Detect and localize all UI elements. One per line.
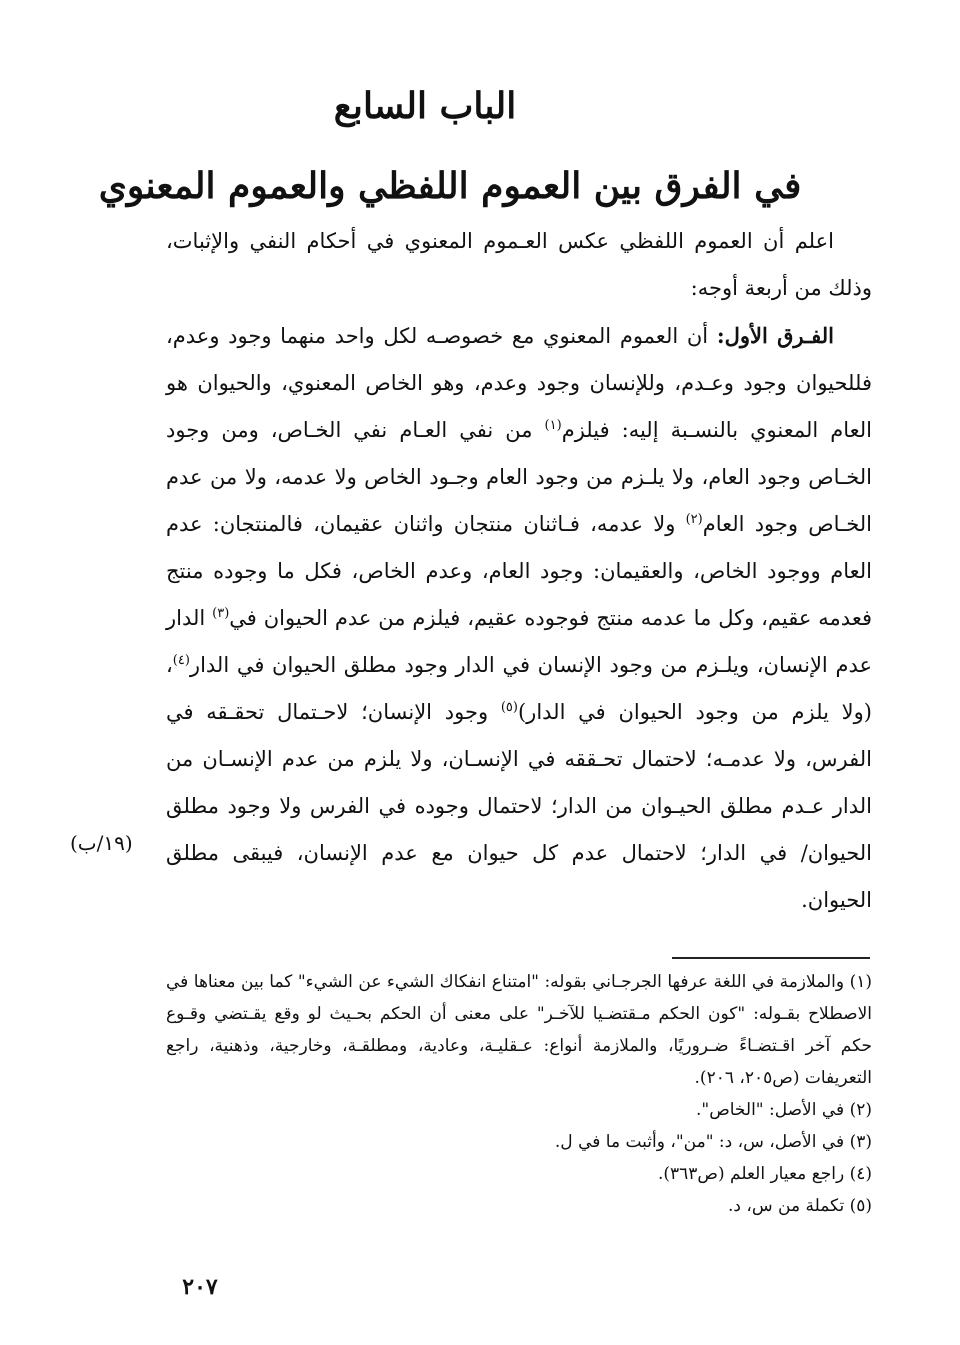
footnote-1: (١) والملازمة في اللغة عرفها الجرجـاني بقوله: "امتناع انفكاك الشيء عن الشيء" كما بين معناها في الاصطلاح بقـوله: "كون الحكم مـقتضـيا للآخـر" على معنى أن الحكم بحـيث لو وقع يقـتضي وقـوع حكم آخر اقـتضـاءً ضـروريًا، والملازمة أنواع: عـقليـة، وعادية، ومطلقـة، وخارجية، وذهنية، راجع التعريفات (ص٢٠٥، ٢٠٦).	[166, 972, 872, 1088]
first-difference-label: الفـرق الأول:	[716, 323, 834, 348]
paragraph-segment: من نفي العـام نفي الخـاص، ومن وجود الخـاص وجود العام، ولا يلـزم من وجود العام وجـود الخاص ولا عدمه، ولا من عدم الخـاص وجود العام	[166, 418, 872, 536]
first-difference-paragraph	[166, 312, 872, 924]
intro-paragraph: اعلم أن العموم اللفظي عكس العـموم المعنوي في أحكام النفي والإثبات، وذلك من أربعة أوجه:	[166, 229, 872, 300]
paragraph-segment: ،(ولا يلزم من وجود الحيوان في الدار)	[166, 653, 872, 724]
footnote-5: (٥) تكملة من س، د.	[728, 1196, 872, 1216]
footnote-2: (٢) في الأصل: "الخاص".	[695, 1100, 872, 1120]
footnote-3: (٣) في الأصل، س، د: "من"، وأثبت ما في ل.	[554, 1132, 872, 1152]
paragraph-segment: أن العموم المعنوي مع خصوصـه لكل واحد منهما وجود وعدم، فللحيوان وجود وعـدم، وللإنسان وجود وعدم، وهو الخاص المعنوي، والحيوان هو العام المعنوي بالنسـبة إليه: فيلزم	[166, 324, 872, 442]
chapter-subtitle: في الفرق بين العموم اللفظي والعموم المعنوي	[98, 164, 802, 207]
page-number: ٢٠٧	[182, 1274, 218, 1300]
chapter-title: الباب السابع	[333, 85, 517, 128]
footnote-4: (٤) راجع معيار العلم (ص٣٦٣).	[657, 1164, 872, 1184]
main-text	[166, 218, 872, 924]
footnote-ref-4[interactable]: (٤)	[172, 653, 190, 668]
footnote-separator	[672, 957, 870, 959]
footnote-ref-5[interactable]: (٥)	[500, 700, 518, 715]
paragraph-segment: ولا عدمه، فـاثنان منتجان واثنان عقيمان، فالمنتجان: عدم العام ووجود الخاص، والعقيمان: وجود العام، وعدم الخاص، فكل ما وجوده منتج فعدمه عقيم، وكل ما عدمه منتج فوجوده عقيم، فيلزم من عدم الحيوان في	[166, 512, 872, 630]
paragraph-segment: وجود الإنسان؛ لاحـتمال تحقـقه في الفرس، ولا عدمـه؛ لاحتمال تحـققه في الإنسـان، ولا يلزم من عدم الإنسـان من الدار عـدم مطلق الحيـوان من الدار؛ لاحتمال وجوده في الفرس ولا وجود مطلق الحيوان/ في الدار؛ لاحتمال عدم كل حيوان مع عدم الإنسان، فيبقى مطلق الحيوان.	[166, 700, 872, 912]
manuscript-folio-note: (١٩/ب)	[70, 831, 133, 855]
footnote-ref-2[interactable]: (٢)	[685, 512, 703, 527]
paragraph-segment: الدار عدم الإنسان، ويلـزم من وجود الإنسان في الدار وجود مطلق الحيوان في الدار	[166, 606, 872, 677]
footnote-ref-3[interactable]: (٣)	[212, 606, 230, 621]
footnotes-section	[166, 966, 872, 1222]
footnote-ref-1[interactable]: (١)	[544, 418, 562, 433]
